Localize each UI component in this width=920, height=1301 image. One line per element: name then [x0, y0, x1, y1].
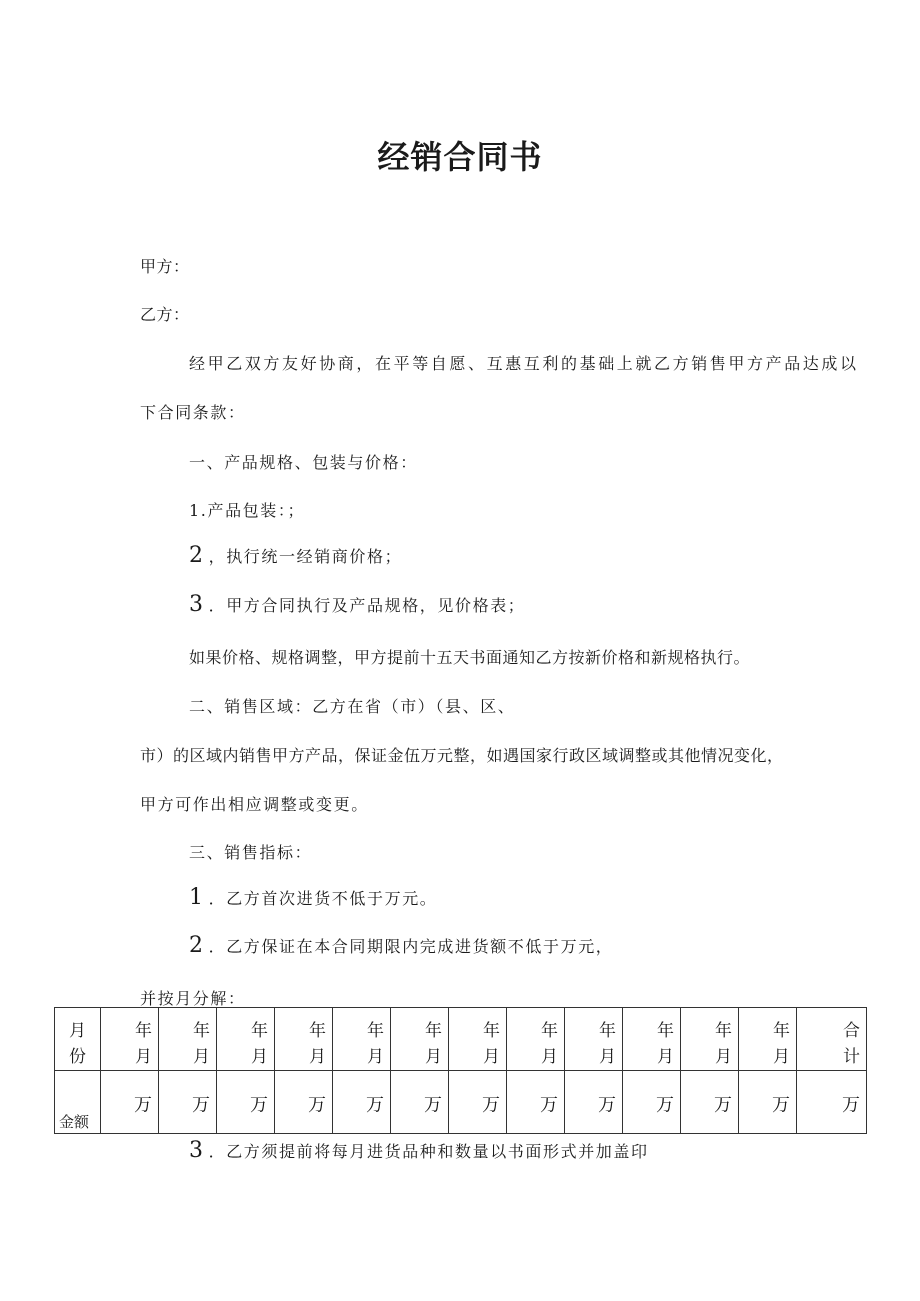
amount-cell: 万 [275, 1071, 333, 1134]
amount-cell: 万 [333, 1071, 391, 1134]
amount-cell: 万 [623, 1071, 681, 1134]
section2-line3: 甲方可作出相应调整或变更。 [140, 795, 369, 814]
header-month-cell: 月 份 [55, 1008, 101, 1071]
party-b-label: 乙方： [140, 305, 190, 324]
intro-paragraph-line1: 经甲乙双方友好协商，在平等自愿、互惠互利的基础上就乙方销售甲方产品达成以 [189, 354, 859, 373]
amount-cell: 万 [217, 1071, 275, 1134]
amount-row-label: 金额 [55, 1071, 101, 1134]
item-text: ．乙方首次进货不低于万元。 [208, 889, 438, 908]
amount-cell: 万 [449, 1071, 507, 1134]
item-number: 3 [189, 592, 205, 617]
amount-cell: 万 [507, 1071, 565, 1134]
section1-item2 [189, 543, 402, 568]
amount-cell: 万 [681, 1071, 739, 1134]
header-month-col: 年 月 [333, 1008, 391, 1071]
price-adjust-note: 如果价格、规格调整，甲方提前十五天书面通知乙方按新价格和新规格执行。 [189, 648, 751, 667]
section1-item3 [189, 592, 525, 617]
table-header-row [55, 1008, 867, 1071]
header-month-col: 年 月 [623, 1008, 681, 1071]
item-number: 2 [189, 543, 205, 568]
header-month-col: 年 月 [681, 1008, 739, 1071]
section3-item2 [189, 933, 613, 958]
header-month-col: 年 月 [449, 1008, 507, 1071]
section3-item3 [189, 1138, 649, 1163]
header-month-col: 年 月 [565, 1008, 623, 1071]
item-number: 2 [189, 933, 205, 958]
amount-cell: 万 [739, 1071, 797, 1134]
amount-cell: 万 [565, 1071, 623, 1134]
section3-heading: 三、销售指标： [189, 843, 313, 862]
header-month-col: 年 月 [275, 1008, 333, 1071]
amount-cell: 万 [159, 1071, 217, 1134]
monthly-target-table [54, 1007, 867, 1134]
item-number: 3 [189, 1138, 205, 1163]
section1-heading: 一、产品规格、包装与价格： [189, 453, 418, 472]
header-month-col: 年 月 [217, 1008, 275, 1071]
item-text: ．甲方合同执行及产品规格，见价格表； [208, 596, 526, 615]
monthly-breakdown-label: 并按月分解： [140, 989, 246, 1008]
item-text: ．乙方须提前将每月进货品种和数量以书面形式并加盖印 [208, 1142, 649, 1161]
section2-line2: 市）的区域内销售甲方产品，保证金伍万元整，如遇国家行政区域调整或其他情况变化， [140, 746, 784, 765]
section3-item1 [189, 885, 437, 910]
header-month-col: 年 月 [101, 1008, 159, 1071]
header-month-col: 年 月 [739, 1008, 797, 1071]
header-month-col: 年 月 [507, 1008, 565, 1071]
table-amount-row [55, 1071, 867, 1134]
item-number: 1 [189, 885, 205, 910]
intro-paragraph-line2: 下合同条款： [140, 403, 246, 422]
amount-total-cell: 万 [797, 1071, 867, 1134]
section2-line1: 二、销售区域：乙方在省（市）（县、区、 [189, 697, 516, 716]
section1-item1: 1.产品包装：； [189, 501, 306, 520]
header-month-col: 年 月 [391, 1008, 449, 1071]
header-month-col: 年 月 [159, 1008, 217, 1071]
document-title: 经销合同书 [377, 138, 543, 176]
item-text: ．乙方保证在本合同期限内完成进货额不低于万元， [208, 937, 614, 956]
header-total-col: 合 计 [797, 1008, 867, 1071]
party-a-label: 甲方： [140, 257, 190, 276]
amount-cell: 万 [101, 1071, 159, 1134]
amount-cell: 万 [391, 1071, 449, 1134]
item-text: ，执行统一经销商价格； [208, 547, 403, 566]
